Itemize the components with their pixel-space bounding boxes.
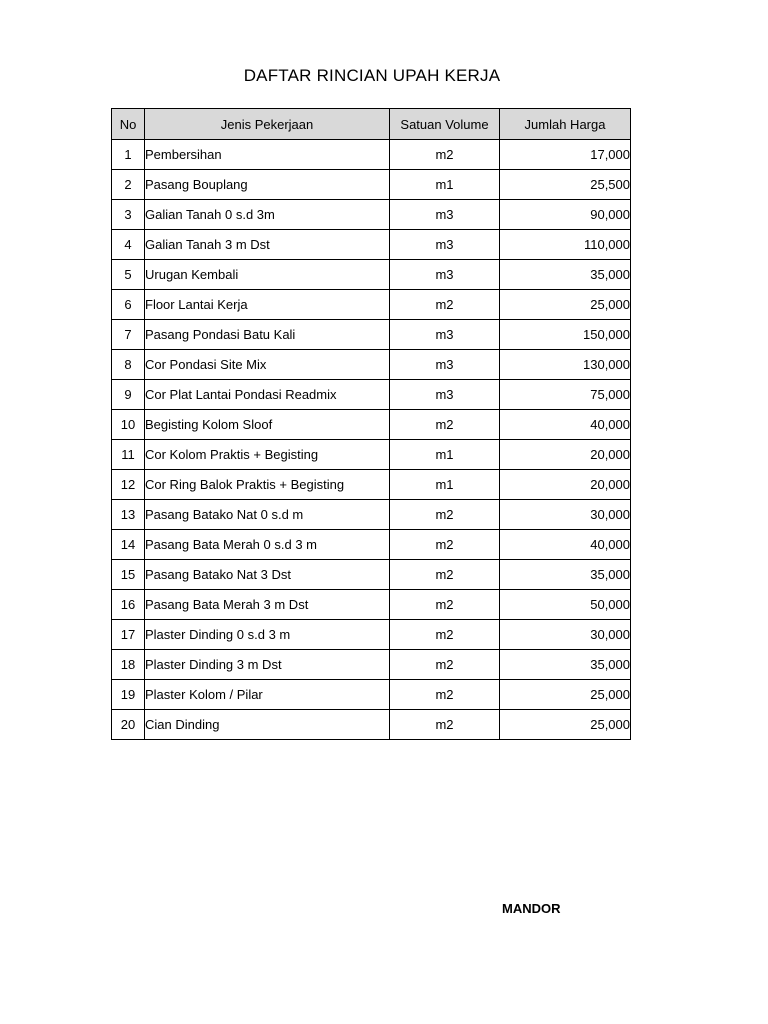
header-unit: Satuan Volume <box>390 109 500 140</box>
volume-unit: m2 <box>390 650 500 680</box>
table-body <box>112 140 631 740</box>
volume-unit: m2 <box>390 140 500 170</box>
table-row <box>112 680 631 710</box>
row-number: 18 <box>112 650 145 680</box>
job-name: Pasang Batako Nat 3 Dst <box>145 560 390 590</box>
job-name: Pembersihan <box>145 140 390 170</box>
wage-amount: 30,000 <box>500 620 631 650</box>
job-name: Cor Kolom Praktis + Begisting <box>145 440 390 470</box>
job-name: Pasang Batako Nat 0 s.d m <box>145 500 390 530</box>
table-header <box>112 109 631 140</box>
volume-unit: m3 <box>390 200 500 230</box>
row-number: 2 <box>112 170 145 200</box>
table-row <box>112 170 631 200</box>
row-number: 16 <box>112 590 145 620</box>
wage-amount: 75,000 <box>500 380 631 410</box>
wage-amount: 130,000 <box>500 350 631 380</box>
row-number: 5 <box>112 260 145 290</box>
wage-amount: 40,000 <box>500 410 631 440</box>
wage-amount: 30,000 <box>500 500 631 530</box>
row-number: 4 <box>112 230 145 260</box>
job-name: Plaster Dinding 3 m Dst <box>145 650 390 680</box>
volume-unit: m3 <box>390 320 500 350</box>
row-number: 12 <box>112 470 145 500</box>
job-name: Galian Tanah 3 m Dst <box>145 230 390 260</box>
table-row <box>112 260 631 290</box>
job-name: Cian Dinding <box>145 710 390 740</box>
table-row <box>112 410 631 440</box>
table-row <box>112 560 631 590</box>
wage-amount: 110,000 <box>500 230 631 260</box>
wage-amount: 20,000 <box>500 470 631 500</box>
volume-unit: m2 <box>390 290 500 320</box>
wage-amount: 25,000 <box>500 710 631 740</box>
wage-amount: 17,000 <box>500 140 631 170</box>
wage-amount: 90,000 <box>500 200 631 230</box>
wage-amount: 35,000 <box>500 650 631 680</box>
job-name: Cor Plat Lantai Pondasi Readmix <box>145 380 390 410</box>
table-row <box>112 470 631 500</box>
table-row <box>112 320 631 350</box>
volume-unit: m3 <box>390 260 500 290</box>
row-number: 13 <box>112 500 145 530</box>
wage-amount: 150,000 <box>500 320 631 350</box>
wage-amount: 25,000 <box>500 290 631 320</box>
volume-unit: m3 <box>390 380 500 410</box>
wage-amount: 35,000 <box>500 560 631 590</box>
wage-amount: 35,000 <box>500 260 631 290</box>
row-number: 1 <box>112 140 145 170</box>
table-row <box>112 290 631 320</box>
row-number: 7 <box>112 320 145 350</box>
wage-table <box>111 108 631 740</box>
wage-amount: 25,500 <box>500 170 631 200</box>
table-row <box>112 440 631 470</box>
row-number: 17 <box>112 620 145 650</box>
table-row <box>112 530 631 560</box>
signature-label: MANDOR <box>502 901 561 916</box>
volume-unit: m2 <box>390 530 500 560</box>
row-number: 10 <box>112 410 145 440</box>
wage-amount: 40,000 <box>500 530 631 560</box>
header-price: Jumlah Harga <box>500 109 631 140</box>
job-name: Plaster Kolom / Pilar <box>145 680 390 710</box>
volume-unit: m2 <box>390 620 500 650</box>
volume-unit: m2 <box>390 500 500 530</box>
job-name: Plaster Dinding 0 s.d 3 m <box>145 620 390 650</box>
job-name: Cor Pondasi Site Mix <box>145 350 390 380</box>
table-row <box>112 140 631 170</box>
job-name: Pasang Bata Merah 3 m Dst <box>145 590 390 620</box>
volume-unit: m1 <box>390 470 500 500</box>
wage-amount: 20,000 <box>500 440 631 470</box>
job-name: Pasang Bata Merah 0 s.d 3 m <box>145 530 390 560</box>
job-name: Urugan Kembali <box>145 260 390 290</box>
job-name: Pasang Bouplang <box>145 170 390 200</box>
row-number: 6 <box>112 290 145 320</box>
row-number: 9 <box>112 380 145 410</box>
volume-unit: m2 <box>390 590 500 620</box>
wage-amount: 25,000 <box>500 680 631 710</box>
document-title: DAFTAR RINCIAN UPAH KERJA <box>243 66 501 85</box>
volume-unit: m1 <box>390 440 500 470</box>
table-row <box>112 500 631 530</box>
table-row <box>112 350 631 380</box>
row-number: 11 <box>112 440 145 470</box>
volume-unit: m2 <box>390 710 500 740</box>
job-name: Cor Ring Balok Praktis + Begisting <box>145 470 390 500</box>
header-row <box>112 109 631 140</box>
volume-unit: m2 <box>390 560 500 590</box>
table-row <box>112 650 631 680</box>
header-job: Jenis Pekerjaan <box>145 109 390 140</box>
row-number: 14 <box>112 530 145 560</box>
volume-unit: m3 <box>390 230 500 260</box>
row-number: 19 <box>112 680 145 710</box>
row-number: 15 <box>112 560 145 590</box>
job-name: Begisting Kolom Sloof <box>145 410 390 440</box>
header-no: No <box>112 109 145 140</box>
volume-unit: m3 <box>390 350 500 380</box>
row-number: 8 <box>112 350 145 380</box>
wage-amount: 50,000 <box>500 590 631 620</box>
job-name: Floor Lantai Kerja <box>145 290 390 320</box>
volume-unit: m1 <box>390 170 500 200</box>
table-row <box>112 590 631 620</box>
table-row <box>112 380 631 410</box>
table-row <box>112 620 631 650</box>
row-number: 3 <box>112 200 145 230</box>
volume-unit: m2 <box>390 410 500 440</box>
table-row <box>112 710 631 740</box>
table-row <box>112 200 631 230</box>
job-name: Galian Tanah 0 s.d 3m <box>145 200 390 230</box>
row-number: 20 <box>112 710 145 740</box>
table-row <box>112 230 631 260</box>
job-name: Pasang Pondasi Batu Kali <box>145 320 390 350</box>
volume-unit: m2 <box>390 680 500 710</box>
